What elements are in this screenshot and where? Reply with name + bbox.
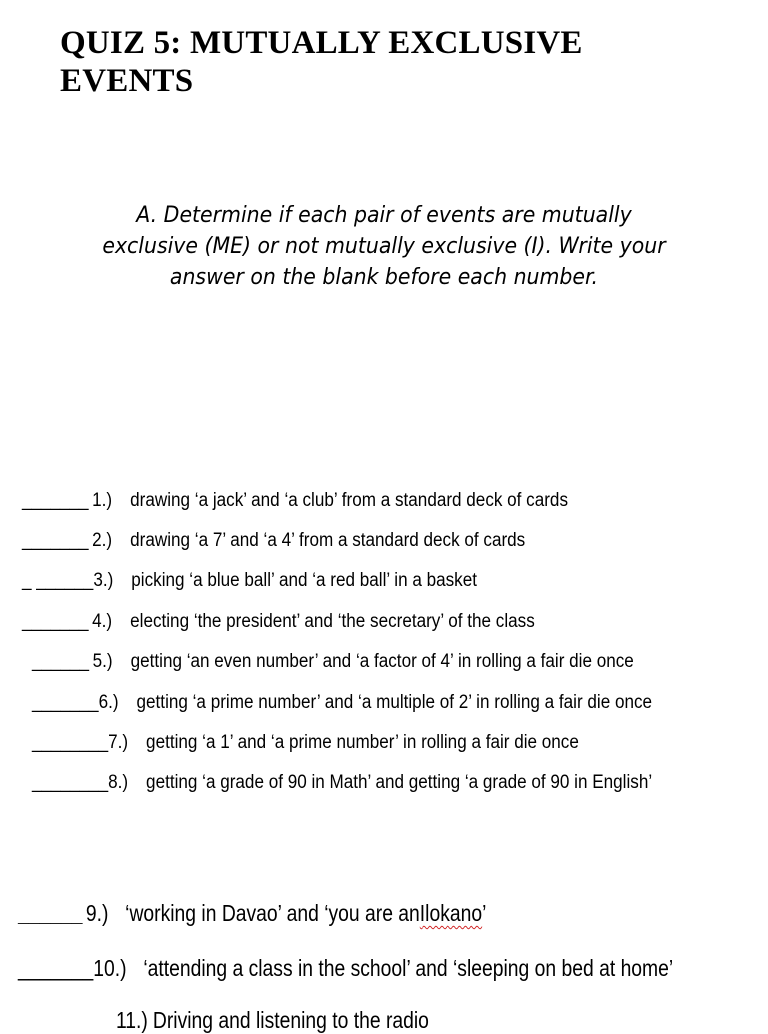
question-text: drawing ‘a 7’ and ‘a 4’ from a standard deck of cards: [130, 530, 526, 551]
answer-blank[interactable]: ______: [32, 651, 90, 672]
question-item-5: [32, 650, 634, 674]
answer-blank[interactable]: _______: [22, 490, 89, 511]
question-number: 2.): [92, 530, 113, 551]
instructions-line-1: A. Determine if each pair of events are mutually: [136, 203, 632, 228]
question-item-6: [32, 691, 652, 715]
question-number: 5.): [92, 651, 113, 672]
question-number: 10.): [93, 955, 127, 981]
answer-blank[interactable]: ______: [18, 900, 83, 926]
quiz-title-line-2: EVENTS: [60, 63, 194, 99]
quiz-title-line-1: QUIZ 5: MUTUALLY EXCLUSIVE: [60, 25, 583, 61]
answer-blank[interactable]: _______: [32, 692, 99, 713]
question-item-9: [18, 899, 486, 927]
question-number: 8.): [108, 772, 129, 793]
question-text: Driving and listening to the radio: [152, 1007, 429, 1033]
question-item-7: [32, 731, 579, 755]
question-text: drawing ‘a jack’ and ‘a club’ from a standard deck of cards: [130, 490, 569, 511]
answer-blank[interactable]: ________: [32, 732, 109, 753]
question-number: 3.): [93, 570, 114, 591]
quiz-title: [60, 24, 740, 100]
answer-blank[interactable]: _______: [22, 611, 89, 632]
answer-blank[interactable]: _______: [22, 530, 89, 551]
question-text: getting ‘an even number’ and ‘a factor of 4’ in rolling a fair die once: [130, 651, 634, 672]
question-number: 9.): [85, 900, 109, 926]
question-text: picking ‘a blue ball’ and ‘a red ball’ in a basket: [131, 570, 478, 591]
question-item-3: [22, 569, 477, 593]
question-text: getting ‘a prime number’ and ‘a multiple of 2’ in rolling a fair die once: [136, 692, 653, 713]
question-item-10: [18, 954, 673, 982]
question-item-1: [22, 489, 568, 513]
spellcheck-flagged-word[interactable]: Ilokano: [419, 900, 483, 926]
instructions-line-2: exclusive (ME) or not mutually exclusive (I). Write your: [102, 234, 666, 259]
question-item-4: [22, 610, 535, 634]
instructions: [64, 200, 704, 293]
question-text-part: ’: [482, 900, 487, 926]
question-text: ‘attending a class in the school’ and ‘sleeping on bed at home’: [143, 955, 674, 981]
question-number: 7.): [108, 732, 129, 753]
question-text: getting ‘a 1’ and ‘a prime number’ in rolling a fair die once: [146, 732, 579, 753]
question-text: getting ‘a grade of 90 in Math’ and getting ‘a grade of 90 in English’: [146, 772, 653, 793]
question-text: electing ‘the president’ and ‘the secretary’ of the class: [130, 611, 535, 632]
question-item-11: [116, 1006, 429, 1034]
question-number: 11.): [116, 1007, 148, 1033]
answer-blank[interactable]: _______: [18, 955, 94, 981]
question-text-part: ‘working in Davao’ and ‘you are an: [125, 900, 420, 926]
question-number: 4.): [92, 611, 113, 632]
answer-blank[interactable]: ________: [32, 772, 109, 793]
question-number: 1.): [92, 490, 113, 511]
question-item-8: [32, 771, 652, 795]
instructions-line-3: answer on the blank before each number.: [169, 265, 599, 290]
answer-blank[interactable]: _ ______: [22, 570, 94, 591]
question-item-2: [22, 529, 525, 553]
question-number: 6.): [98, 692, 119, 713]
question-text: [125, 899, 486, 927]
